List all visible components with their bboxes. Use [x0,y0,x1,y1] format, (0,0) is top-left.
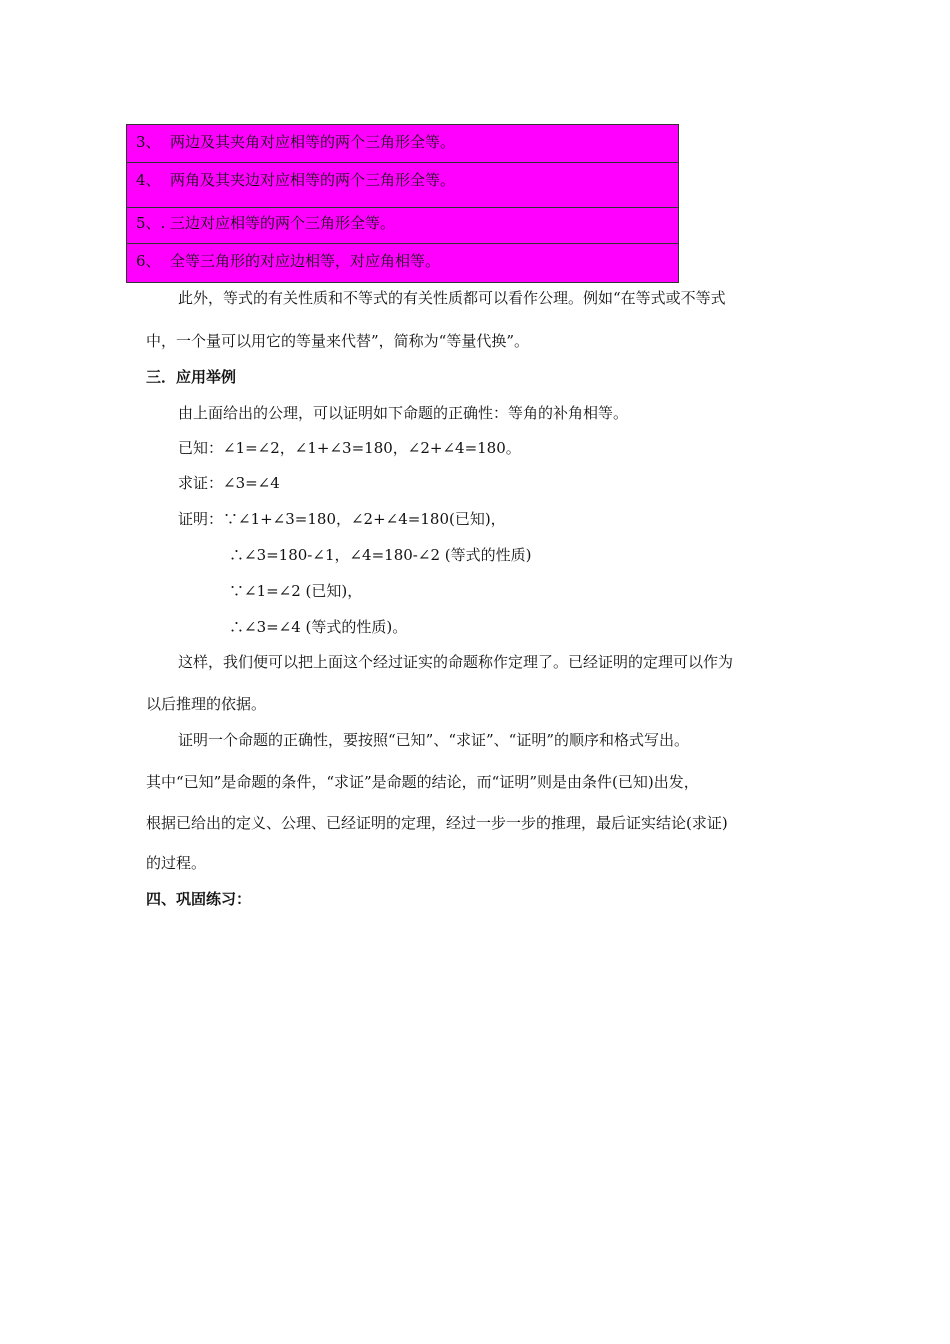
axiom-row [127,163,678,208]
axiom-text: 三边对应相等的两个三角形全等。 [170,214,396,232]
section-heading: 四、巩固练习： [146,890,252,908]
proof-line: ∵∠1=∠2 (已知)， [229,582,363,600]
axiom-row [127,125,678,163]
axiom-number: 3、 [136,133,161,151]
axiom-text: 全等三角形的对应边相等，对应角相等。 [170,252,441,270]
axiom-number: 5、. [136,214,166,232]
paragraph-line: 的过程。 [146,854,207,872]
proof-line: ∴∠3=180-∠1，∠4=180-∠2 (等式的性质) [229,546,532,564]
axiom-row [127,244,678,282]
proof-line: ∴∠3=∠4 (等式的性质)。 [229,618,408,636]
given-statement: 已知：∠1=∠2，∠1+∠3=180，∠2+∠4=180。 [178,439,521,457]
axiom-row [127,208,678,244]
axiom-table [126,124,679,283]
paragraph-line: 中，一个量可以用它的等量来代替”，简称为“等量代换”。 [146,332,530,350]
paragraph-line: 证明一个命题的正确性，要按照“已知”、“求证”、“证明”的顺序和格式写出。 [178,731,690,749]
paragraph-line: 此外，等式的有关性质和不等式的有关性质都可以看作公理。例如“在等式或不等式 [178,289,726,307]
section-heading: 三．应用举例 [146,368,237,386]
paragraph-line: 根据已给出的定义、公理、已经证明的定理，经过一步一步的推理，最后证实结论(求证) [146,814,728,832]
axiom-number: 6、 [136,252,161,270]
axiom-text: 两角及其夹边对应相等的两个三角形全等。 [170,171,456,189]
paragraph-line: 其中“已知”是命题的条件，“求证”是命题的结论，而“证明”则是由条件(已知)出发， [146,773,699,791]
prove-statement: 求证：∠3=∠4 [178,474,280,492]
proof-line: 证明：∵∠1+∠3=180，∠2+∠4=180(已知)， [178,510,506,528]
paragraph-line: 由上面给出的公理，可以证明如下命题的正确性：等角的补角相等。 [178,404,629,422]
paragraph-line: 以后推理的依据。 [146,695,267,713]
paragraph-line: 这样，我们便可以把上面这个经过证实的命题称作定理了。已经证明的定理可以作为 [178,653,734,671]
axiom-text: 两边及其夹角对应相等的两个三角形全等。 [170,133,456,151]
axiom-number: 4、 [136,171,161,189]
